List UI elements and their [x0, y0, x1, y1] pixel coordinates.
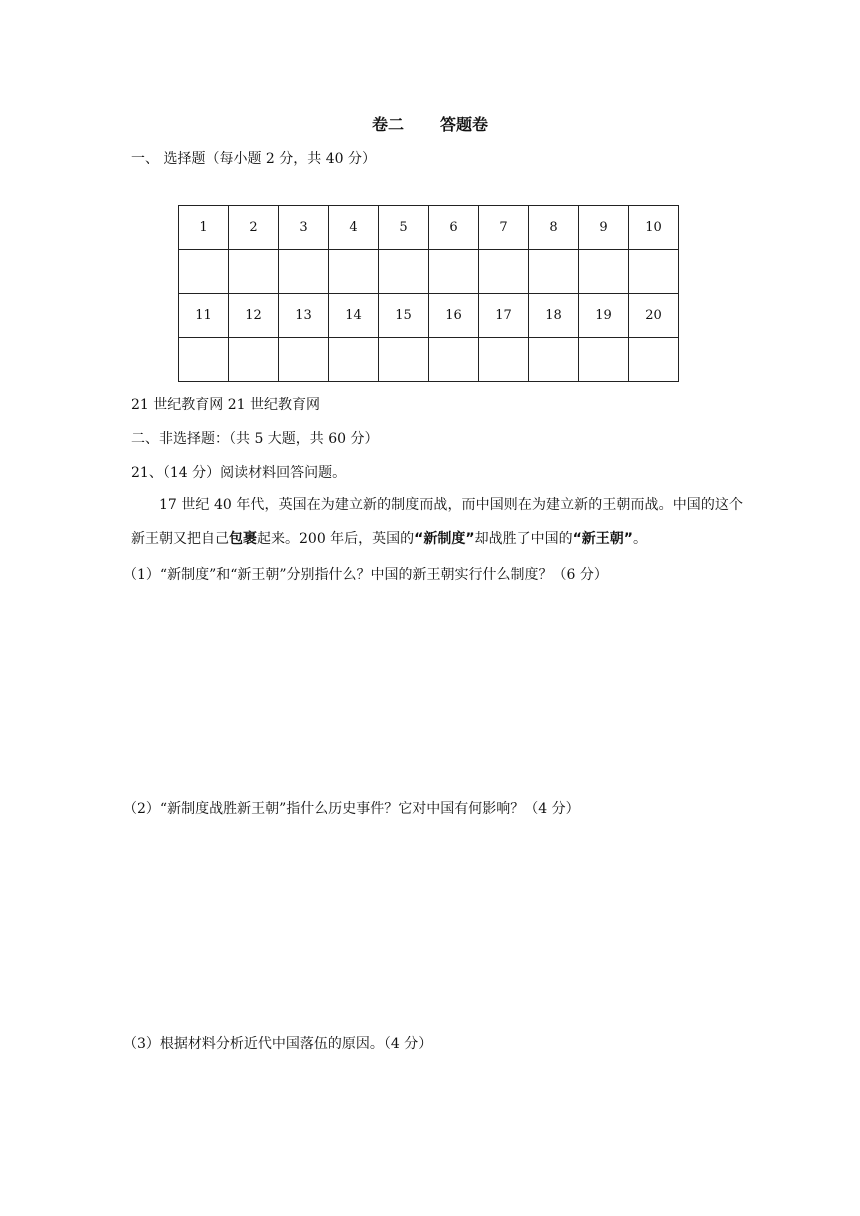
answer-row-1: [179, 250, 679, 294]
question-number-cell: 4: [329, 206, 379, 250]
question-number-cell: 15: [379, 294, 429, 338]
question-number-cell: 17: [479, 294, 529, 338]
question-number-cell: 14: [329, 294, 379, 338]
answer-cell[interactable]: [379, 338, 429, 382]
title-part1: 卷二: [371, 115, 404, 134]
answer-cell[interactable]: [229, 250, 279, 294]
question-number-cell: 10: [629, 206, 679, 250]
question-number-cell: 11: [179, 294, 229, 338]
question-21-intro: 21、（14 分）阅读材料回答问题。: [131, 465, 347, 481]
section2-heading: 二、非选择题：（共 5 大题，共 60 分）: [131, 431, 379, 447]
title-part2: 答题卷: [440, 115, 489, 134]
sub-question-3: （3）根据材料分析近代中国落伍的原因。（4 分）: [123, 1036, 433, 1052]
answer-cell[interactable]: [629, 250, 679, 294]
question-number-cell: 8: [529, 206, 579, 250]
material-bold-new-system: “新制度”: [414, 531, 475, 547]
answer-cell[interactable]: [229, 338, 279, 382]
sub-question-2: （2）“新制度战胜新王朝”指什么历史事件？它对中国有何影响？（4 分）: [123, 801, 580, 817]
answer-cell[interactable]: [179, 250, 229, 294]
answer-row-2: [179, 338, 679, 382]
page-title: [0, 112, 860, 135]
question-21-material: [131, 488, 743, 556]
question-number-cell: 1: [179, 206, 229, 250]
question-number-cell: 20: [629, 294, 679, 338]
answer-cell[interactable]: [479, 338, 529, 382]
answer-cell[interactable]: [429, 250, 479, 294]
answer-cell[interactable]: [529, 250, 579, 294]
answer-grid: [178, 205, 679, 382]
answer-cell[interactable]: [279, 338, 329, 382]
answer-cell[interactable]: [479, 250, 529, 294]
answer-cell[interactable]: [279, 250, 329, 294]
answer-cell[interactable]: [429, 338, 479, 382]
question-number-cell: 9: [579, 206, 629, 250]
section1-heading: 一、 选择题（每小题 2 分，共 40 分）: [131, 151, 376, 167]
watermark-line: 21 世纪教育网 21 世纪教育网: [131, 397, 320, 413]
question-number-cell: 6: [429, 206, 479, 250]
question-number-cell: 18: [529, 294, 579, 338]
question-number-cell: 12: [229, 294, 279, 338]
answer-cell[interactable]: [179, 338, 229, 382]
answer-cell[interactable]: [579, 250, 629, 294]
material-text-4: 。: [632, 531, 647, 547]
answer-cell[interactable]: [629, 338, 679, 382]
material-bold-new-dynasty: “新王朝”: [572, 531, 633, 547]
question-number-cell: 2: [229, 206, 279, 250]
material-bold-baoguo: 包裹: [229, 531, 257, 547]
material-text-3: 却战胜了中国的: [474, 531, 573, 547]
question-number-cell: 13: [279, 294, 329, 338]
sub-question-1: （1）“新制度”和“新王朝”分别指什么？中国的新王朝实行什么制度？（6 分）: [123, 567, 608, 583]
question-number-cell: 16: [429, 294, 479, 338]
material-text-1: 17 世纪 40 年代，英国在为建立新的制度而战，而中国则在为建立新的王朝而战。中国的这个新王朝又把自己: [131, 497, 743, 547]
question-number-cell: 19: [579, 294, 629, 338]
question-number-cell: 7: [479, 206, 529, 250]
answer-cell[interactable]: [579, 338, 629, 382]
material-text-2: 起来。200 年后，英国的: [257, 531, 415, 547]
answer-cell[interactable]: [329, 338, 379, 382]
question-number-cell: 5: [379, 206, 429, 250]
answer-cell[interactable]: [529, 338, 579, 382]
answer-cell[interactable]: [379, 250, 429, 294]
question-number-cell: 3: [279, 206, 329, 250]
number-row-1: [179, 206, 679, 250]
number-row-2: [179, 294, 679, 338]
answer-cell[interactable]: [329, 250, 379, 294]
